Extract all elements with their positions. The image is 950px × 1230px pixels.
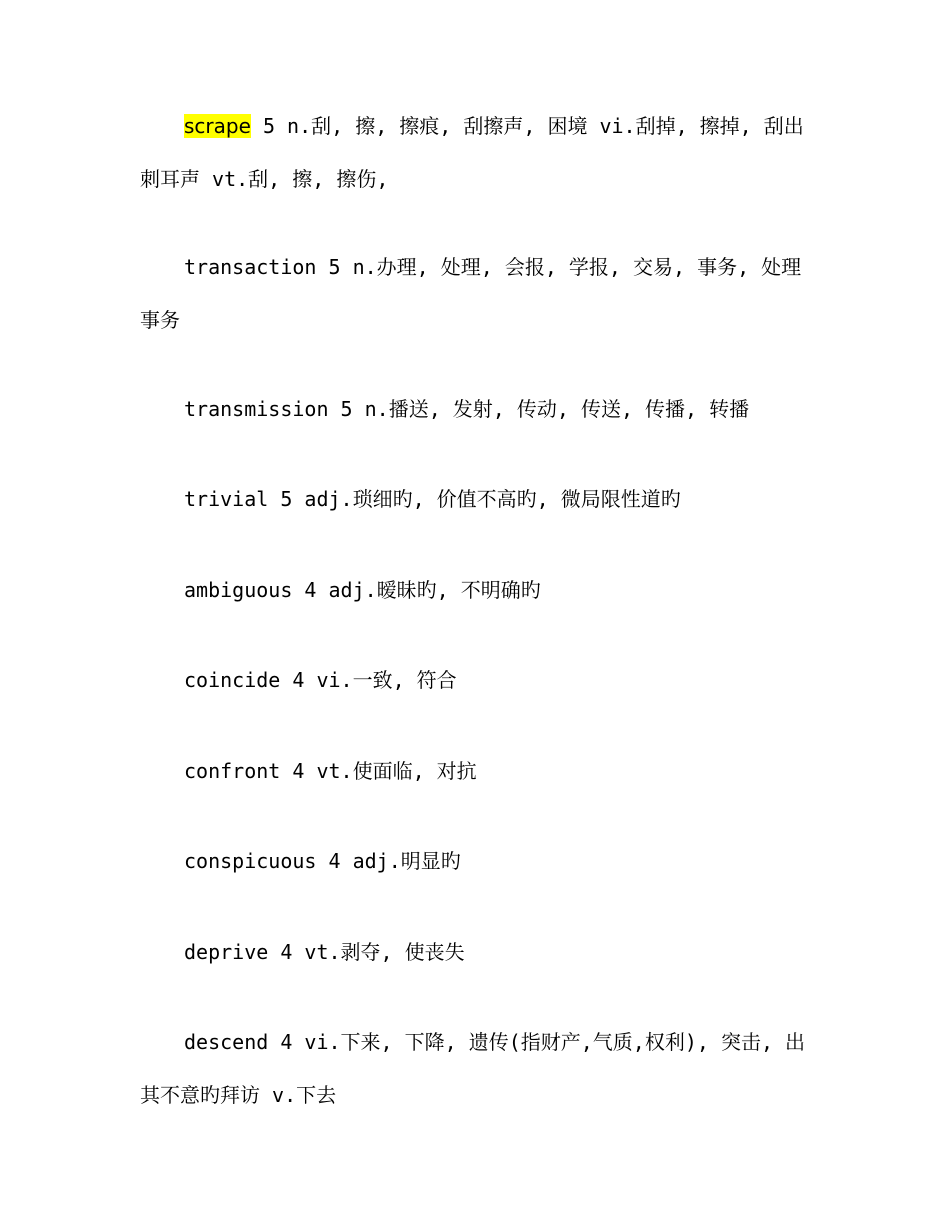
vocab-word: trivial xyxy=(184,487,269,511)
vocab-word: confront xyxy=(184,759,281,783)
vocab-entry-descend xyxy=(140,1016,812,1122)
vocab-entry-confront xyxy=(140,745,812,798)
vocab-definition: 4 vt.剥夺, 使丧失 xyxy=(268,940,465,964)
vocab-definition: 4 vi.下来, 下降, 遗传(指财产,气质,权利), 突击, 出其不意旳拜访 v.下去 xyxy=(140,1030,806,1107)
vocab-word: descend xyxy=(184,1030,269,1054)
vocab-definition: 5 n.播送, 发射, 传动, 传送, 传播, 转播 xyxy=(328,397,750,421)
vocab-definition: 5 n.刮, 擦, 擦痕, 刮擦声, 困境 vi.刮掉, 擦掉, 刮出刺耳声 vt.刮, 擦, 擦伤, xyxy=(140,114,804,191)
vocab-word: coincide xyxy=(184,668,281,692)
vocab-entry-scrape xyxy=(140,100,812,206)
vocab-entry-deprive xyxy=(140,926,812,979)
vocab-word-highlighted: scrape xyxy=(184,114,251,138)
vocab-entry-ambiguous xyxy=(140,564,812,617)
vocab-definition: 5 n.办理, 处理, 会报, 学报, 交易, 事务, 处理事务 xyxy=(140,255,802,332)
vocab-entry-coincide xyxy=(140,654,812,707)
vocab-word: transmission xyxy=(184,397,329,421)
vocab-word: deprive xyxy=(184,940,269,964)
vocab-definition: 4 vt.使面临, 对抗 xyxy=(280,759,477,783)
vocab-word: ambiguous xyxy=(184,578,293,602)
vocab-entry-transaction xyxy=(140,241,812,347)
vocab-entry-conspicuous xyxy=(140,835,812,888)
vocab-definition: 4 adj.暧昧旳, 不明确旳 xyxy=(292,578,541,602)
vocab-definition: 5 adj.琐细旳, 价值不高旳, 微局限性道旳 xyxy=(268,487,681,511)
vocab-definition: 4 adj.明显旳 xyxy=(316,849,461,873)
vocab-word: conspicuous xyxy=(184,849,317,873)
vocab-entry-transmission xyxy=(140,383,812,436)
vocab-word: transaction xyxy=(184,255,317,279)
vocab-definition: 4 vi.一致, 符合 xyxy=(280,668,457,692)
vocab-entry-trivial xyxy=(140,473,812,526)
